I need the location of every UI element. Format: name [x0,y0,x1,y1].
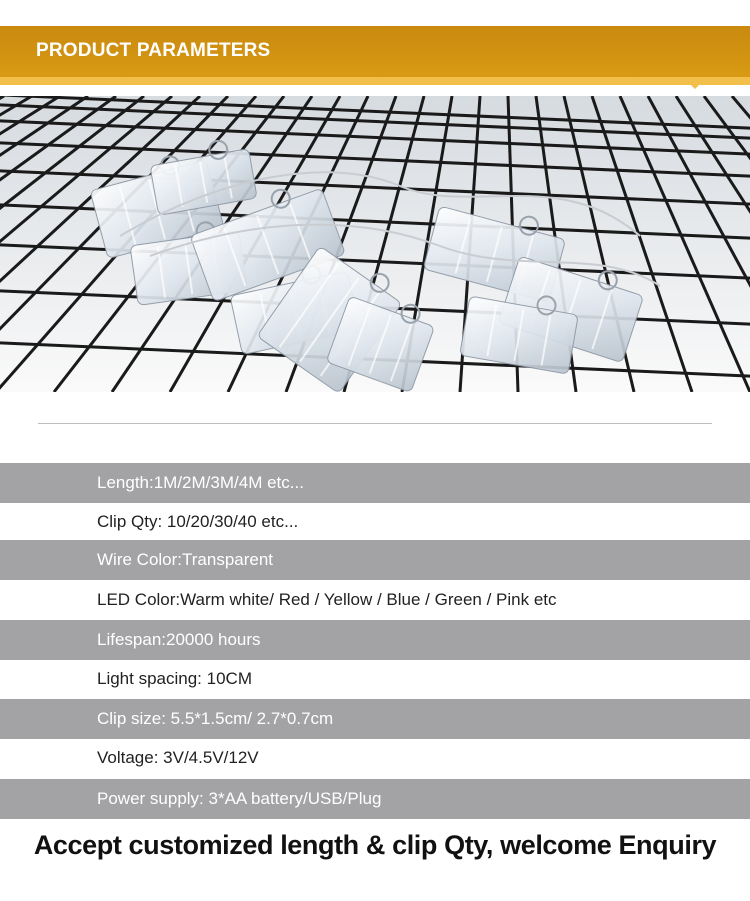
header-underline [0,77,750,85]
param-row: Voltage: 3V/4.5V/12V [97,748,259,767]
product-photo [0,96,750,392]
param-row: Clip Qty: 10/20/30/40 etc... [97,512,299,531]
section-divider [38,423,712,424]
header-pointer-icon [690,84,700,89]
param-row: Clip size: 5.5*1.5cm/ 2.7*0.7cm [0,699,750,739]
enquiry-call-to-action: Accept customized length & clip Qty, welcome Enquiry [33,830,717,860]
section-title: PRODUCT PARAMETERS [36,40,271,61]
param-row: LED Color:Warm white/ Red / Yellow / Blue / Green / Pink etc [97,590,557,609]
param-row: Lifespan:20000 hours [0,620,750,660]
param-row: Power supply: 3*AA battery/USB/Plug [0,779,750,819]
param-row: Length:1M/2M/3M/4M etc... [0,463,750,503]
param-row: Light spacing: 10CM [97,669,252,688]
param-row: Wire Color:Transparent [0,540,750,580]
